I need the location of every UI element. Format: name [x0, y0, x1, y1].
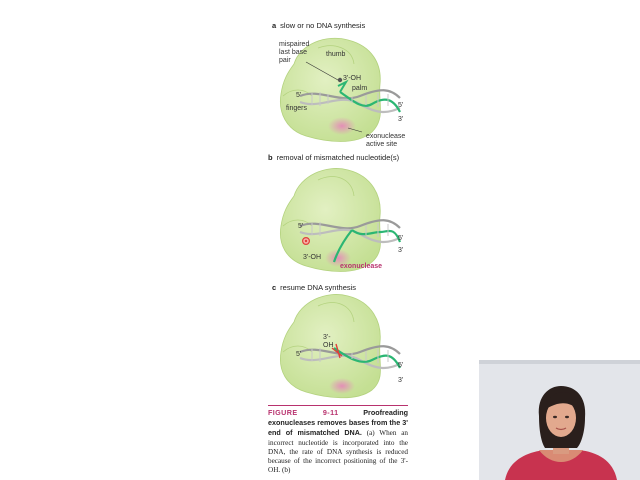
- figure-caption-body: (a) When an incorrect nucleotide is incorporated into the DNA, the rate of DNA synthesis is reduced because of the incorrect positioning of the 3'-OH. (b): [268, 429, 409, 475]
- presenter-webcam: [479, 360, 640, 480]
- panel-a: [272, 21, 407, 148]
- panel-b: [268, 153, 403, 272]
- exonuclease-site-a: [328, 117, 356, 135]
- label-palm: palm: [352, 85, 368, 92]
- label-5-left-b: 5': [298, 223, 304, 230]
- label-5-left-c: 5': [296, 351, 302, 358]
- label-5-right-a: 5': [398, 102, 404, 109]
- label-fingers: fingers: [286, 105, 308, 112]
- label-5-left-a: 5': [296, 92, 302, 99]
- figure-caption: [268, 408, 408, 475]
- mismatched-nucleotide-core-b: [305, 240, 307, 242]
- caption-rule: [268, 405, 408, 406]
- figure-title: Proofreading exonucleases removes bases from the 3' end of mismatched DNA.: [268, 408, 408, 438]
- label-3-right-b: 3': [398, 247, 404, 254]
- mispaired-base-a: [338, 78, 342, 82]
- label-exonuclease-b: exonuclease: [340, 263, 383, 270]
- panel-c: [272, 283, 403, 398]
- panel-b-title: b removal of mismatched nucleotide(s): [268, 153, 400, 162]
- label-3oh-b: 3'-OH: [303, 254, 322, 261]
- label-thumb: thumb: [326, 51, 346, 58]
- figure-number: FIGURE 9-11: [268, 408, 339, 417]
- exonuclease-site-c: [329, 378, 355, 394]
- presenter-image: [479, 360, 640, 480]
- label-3-right-a: 3': [398, 116, 404, 123]
- panel-a-title: a slow or no DNA synthesis: [272, 21, 366, 30]
- label-mispaired: mispaired last base pair: [279, 41, 310, 64]
- panel-c-title: c resume DNA synthesis: [272, 283, 357, 292]
- label-3oh-a: 3'-OH: [343, 75, 362, 82]
- label-exonuclease-site: exonuclease active site: [366, 133, 406, 148]
- label-5-right-b: 5': [398, 235, 404, 242]
- label-3-right-c: 3': [398, 377, 404, 384]
- label-5-right-c: 5': [398, 362, 404, 369]
- label-3oh-c: 3'- OH: [323, 334, 334, 349]
